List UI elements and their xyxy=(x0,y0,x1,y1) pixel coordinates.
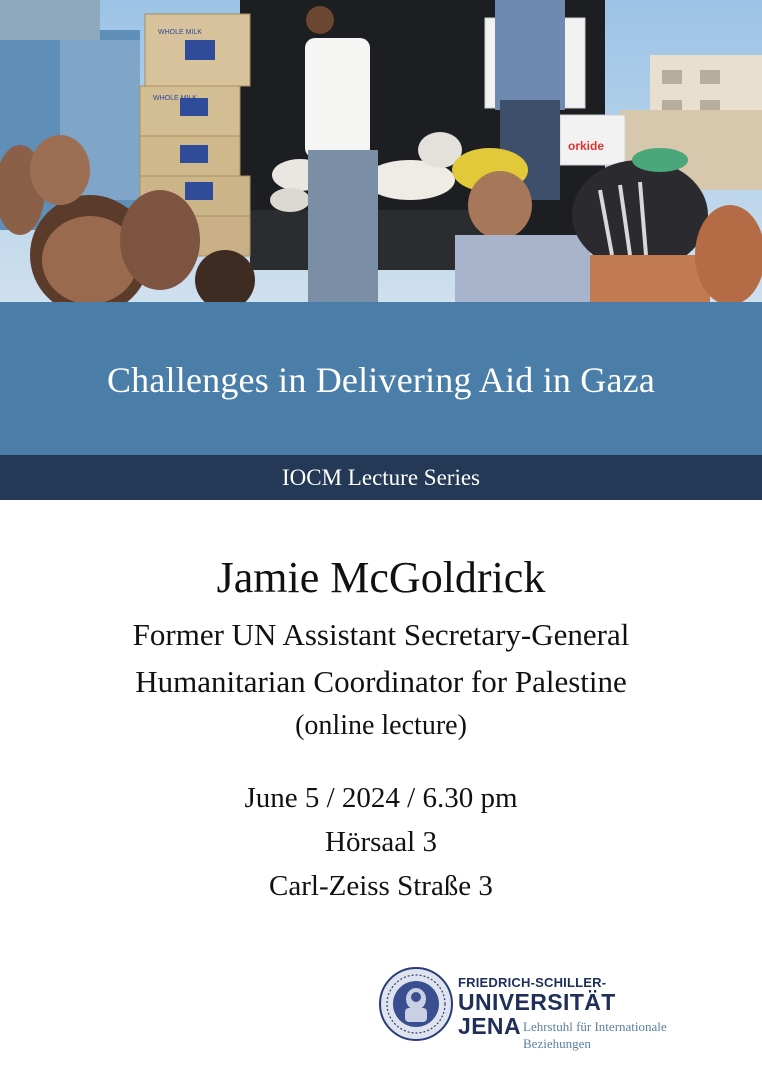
event-street: Carl-Zeiss Straße 3 xyxy=(269,870,493,902)
university-seal-icon xyxy=(378,966,454,1042)
chair-name: Lehrstuhl für Internationale Beziehungen xyxy=(523,1019,667,1051)
university-name-line-2: UNIVERSITÄT xyxy=(458,989,616,1015)
svg-text:WHOLE MILK: WHOLE MILK xyxy=(153,95,197,102)
series-label: IOCM Lecture Series xyxy=(282,464,480,490)
university-logo xyxy=(378,966,708,1066)
speaker-role-line-1: Former UN Assistant Secretary-General xyxy=(132,617,630,652)
university-name-line-1: FRIEDRICH-SCHILLER- xyxy=(458,975,607,990)
event-room: Hörsaal 3 xyxy=(325,826,437,858)
svg-text:orkide: orkide xyxy=(568,139,605,153)
event-date-time: June 5 / 2024 / 6.30 pm xyxy=(244,782,518,814)
lecture-mode: (online lecture) xyxy=(295,710,467,741)
university-name-line-3: JENA xyxy=(458,1013,521,1039)
speaker-role-line-2: Humanitarian Coordinator for Palestine xyxy=(135,664,627,699)
series-band xyxy=(0,455,762,500)
header-photo xyxy=(0,0,762,302)
svg-text:WHOLE MILK: WHOLE MILK xyxy=(158,29,202,36)
lecture-title: Challenges in Delivering Aid in Gaza xyxy=(106,359,656,400)
title-band xyxy=(0,302,762,455)
speaker-name: Jamie McGoldrick xyxy=(216,553,546,602)
